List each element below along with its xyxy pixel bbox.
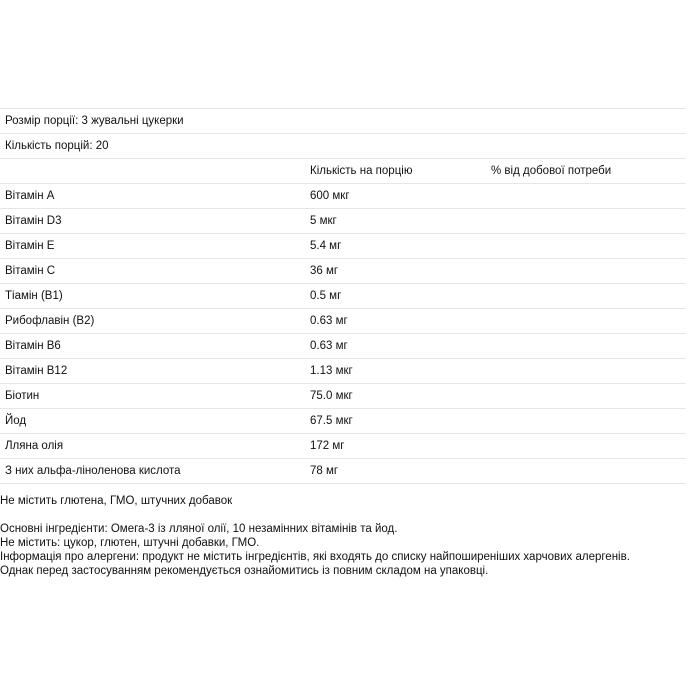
nutrient-amount: 75.0 мкг [305, 384, 486, 409]
table-row [0, 184, 686, 209]
nutrient-daily-value [486, 259, 686, 284]
table-row [0, 384, 686, 409]
table-row [0, 434, 686, 459]
table-row [0, 409, 686, 434]
nutrient-amount: 36 мг [305, 259, 486, 284]
nutrient-amount: 0.63 мг [305, 334, 486, 359]
table-header-row [0, 159, 686, 184]
nutrient-amount: 5 мкг [305, 209, 486, 234]
table-row [0, 259, 686, 284]
nutrient-daily-value [486, 434, 686, 459]
nutrient-name: Йод [0, 409, 305, 434]
product-notes [0, 494, 686, 578]
nutrient-amount: 78 мг [305, 459, 486, 484]
nutrient-daily-value [486, 309, 686, 334]
allergens-note: Інформація про алергени: продукт не містить інгредієнтів, які входять до списку найпоширеніших харчових алергенів. [0, 551, 630, 563]
nutrient-amount: 67.5 мкг [305, 409, 486, 434]
nutrient-daily-value [486, 384, 686, 409]
nutrient-name: Вітамін С [0, 259, 305, 284]
nutrient-daily-value [486, 284, 686, 309]
header-name [0, 159, 305, 184]
nutrient-daily-value [486, 409, 686, 434]
table-row [0, 234, 686, 259]
nutrient-name: Лляна олія [0, 434, 305, 459]
nutrient-name: З них альфа-ліноленова кислота [0, 459, 305, 484]
servings-count: Кількість порцій: 20 [0, 134, 686, 159]
ingredients-note: Основні інгредієнти: Омега-3 із лляної олії, 10 незамінних вітамінів та йод. [0, 523, 398, 535]
nutrient-amount: 0.5 мг [305, 284, 486, 309]
table-row [0, 334, 686, 359]
table-row [0, 209, 686, 234]
table-row [0, 309, 686, 334]
table-row [0, 459, 686, 484]
serving-size: Розмір порції: 3 жувальні цукерки [0, 109, 686, 134]
nutrient-name: Вітамін E [0, 234, 305, 259]
nutrient-amount: 172 мг [305, 434, 486, 459]
nutrient-daily-value [486, 334, 686, 359]
nutrient-daily-value [486, 209, 686, 234]
header-amount: Кількість на порцію [305, 159, 486, 184]
table-row [0, 284, 686, 309]
nutrient-daily-value [486, 234, 686, 259]
advice-note: Однак перед застосуванням рекомендується ознайомитись із повним складом на упаковці. [0, 565, 489, 577]
table-row [0, 359, 686, 384]
nutrient-name: Вітамін B6 [0, 334, 305, 359]
header-daily-value: % від добової потреби [486, 159, 686, 184]
nutrient-name: Вітамін D3 [0, 209, 305, 234]
nutrient-name: Вітамін B12 [0, 359, 305, 384]
nutrient-name: Вітамін A [0, 184, 305, 209]
serving-size-row [0, 109, 686, 134]
nutrient-name: Біотин [0, 384, 305, 409]
nutrient-daily-value [486, 459, 686, 484]
does-not-contain-note: Не містить: цукор, глютен, штучні добавки, ГМО. [0, 537, 260, 549]
nutrient-amount: 600 мкг [305, 184, 486, 209]
nutrient-amount: 1.13 мкг [305, 359, 486, 384]
nutrition-facts-table [0, 108, 686, 484]
nutrient-name: Рибофлавін (B2) [0, 309, 305, 334]
nutrient-daily-value [486, 184, 686, 209]
nutrient-name: Тіамін (B1) [0, 284, 305, 309]
servings-count-row [0, 134, 686, 159]
nutrient-amount: 5.4 мг [305, 234, 486, 259]
free-from-note: Не містить глютена, ГМО, штучних добавок [0, 495, 233, 507]
nutrient-amount: 0.63 мг [305, 309, 486, 334]
nutrient-daily-value [486, 359, 686, 384]
